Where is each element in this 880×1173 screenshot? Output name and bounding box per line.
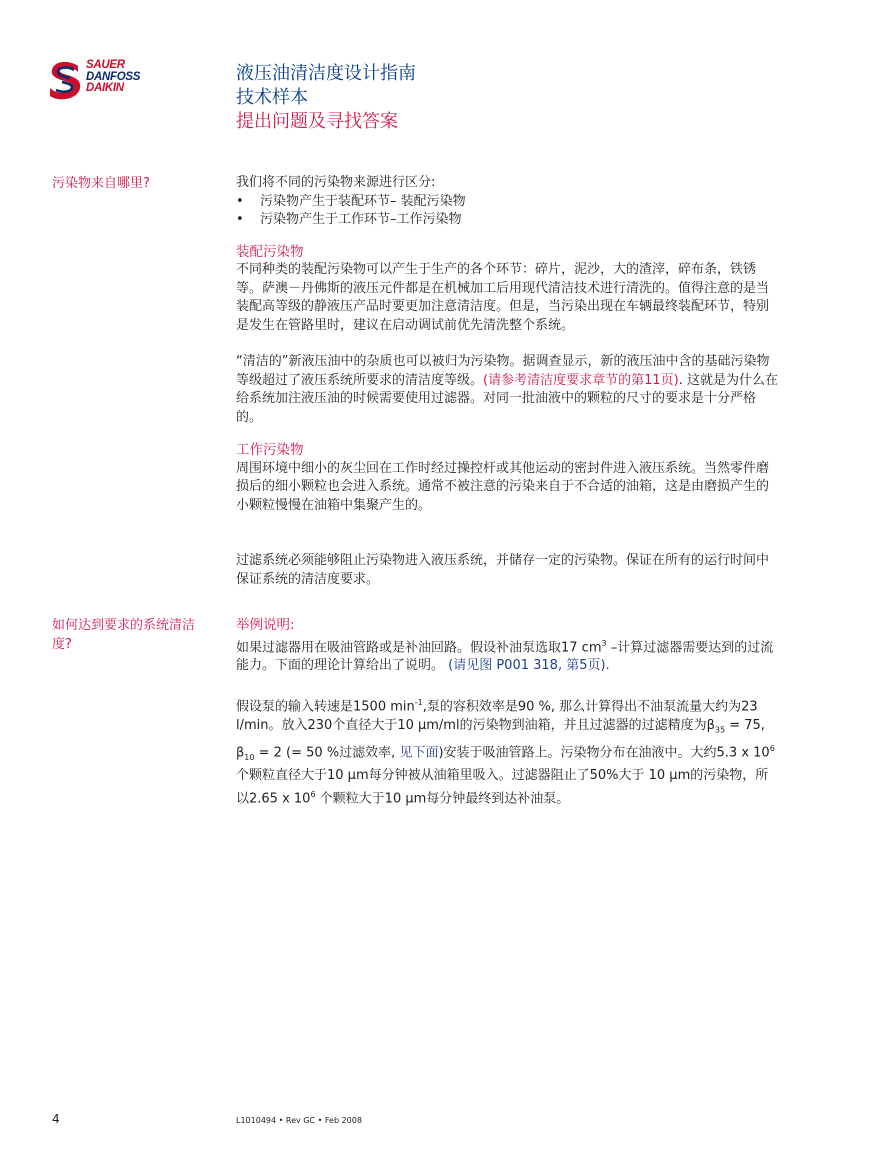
work-heading: 工作污染物: [236, 442, 304, 458]
superscript: 6: [769, 743, 775, 753]
document-title: 液压油清洁度设计指南: [236, 63, 416, 84]
logo-line-2: DANFOSS: [86, 70, 141, 83]
example-text: 如果过滤器用在吸油管路或是补油回路。假设补油泵选取17 cm: [236, 639, 602, 655]
logo-emblem-icon: [48, 60, 82, 100]
clean-oil-text-a: “清洁的”新液压油中的杂质也可以被归为污染物。据调查显示，新的液压油中含的基础污染物等级超过了液压系统所要求的清洁度等级。: [236, 354, 770, 388]
assembly-heading: 装配污染物: [236, 243, 304, 260]
example-paragraph-1: [236, 635, 781, 676]
list-item: • 污染物产生于装配环节– 装配污染物: [236, 193, 781, 212]
assembly-paragraph: 不同种类的装配污染物可以产生于生产的各个环节：碎片，泥沙，大的渣滓，碎布条，铁锈等。萨澳－丹佛斯的液压元件都是在机械加工后用现代清洁技术进行清洗的。值得注意的是当装配高等级的静液压产品时要更加注意清洁度。但是，当污染出现在车辆最终装配环节，特别是发生在管路里时，建议在启动调试前优先清洗整个系统。: [236, 262, 770, 333]
example-text: ,泵的容积效率是90 %, 那么计算得出不油泵流量大约为23 l/min。放入230个直径大于10 μm/ml的污染物到油箱，并且过滤器的过滤精度为β: [236, 699, 758, 733]
example-text: 假设泵的输入转速是1500 min: [236, 699, 415, 715]
example-text: )安装于吸油管路上。污染物分布在油液中。大约5.3 x 10: [438, 745, 770, 761]
see-below-link[interactable]: 见下面: [399, 745, 439, 761]
section-title: 提出问题及寻找答案: [236, 111, 398, 132]
document-subtitle: 技术样本: [236, 87, 308, 108]
example-paragraph-2: [236, 694, 781, 809]
example-text: 个颗粒大于10 μm每分钟最终到达补油泵。: [315, 791, 570, 806]
clean-oil-text-b: . 这就是为什么在给系统加注液压油的时候需要使用过滤器。对同一批油液中的颗粒的尺寸的要求是十分严格的。: [236, 372, 778, 425]
subscript: 35: [714, 725, 726, 735]
work-paragraph: 周围环境中细小的灰尘回在工作时经过操控杆或其他运动的密封件进入液压系统。当然零件磨损后的细小颗粒也会进入系统。通常不被注意的污染来自于不合适的油箱，这是由磨损产生的小颗粒慢慢在油箱中集聚产生的。: [236, 460, 770, 513]
list-item: • 污染物产生于工作环节–工作污染物: [236, 211, 781, 230]
superscript: -1: [414, 697, 423, 707]
superscript: 6: [310, 789, 316, 799]
example-heading: 举例说明:: [236, 617, 295, 633]
logo-wordmark: [86, 60, 140, 95]
page-number: 4: [52, 1112, 60, 1126]
sauer-danfoss-logo: [48, 60, 188, 102]
sidebar-question-1: 污染物来自哪里?: [52, 176, 150, 191]
subscript: 10: [244, 752, 255, 762]
logo-line-3: DAIKIN: [86, 82, 124, 94]
superscript: 3: [601, 638, 607, 648]
cleanliness-reference-link[interactable]: (请参考清洁度要求章节的第11页): [483, 372, 679, 388]
section-contamination-sources: [236, 174, 781, 589]
intro-text: 我们将不同的污染物来源进行区分:: [236, 175, 436, 190]
document-code: L1010494 • Rev GC • Feb 2008: [236, 1116, 362, 1125]
example-text: = 75, β: [236, 717, 765, 761]
example-text: = 2 (= 50 %过滤效率,: [254, 745, 400, 761]
filter-paragraph: 过滤系统必须能够阻止污染物进入液压系统，并储存一定的污染物。保证在所有的运行时间中保证系统的清洁度要求。: [236, 553, 770, 587]
sidebar-question-2: 如何达到要求的系统清洁度?: [52, 618, 196, 652]
source-list: [236, 193, 781, 230]
clean-oil-paragraph: [236, 353, 781, 427]
example-text: 个颗粒直径大于10 μm每分钟被从油箱里吸入。过滤器阻止了50%大于 10 μm的污染物，所以2.65 x 10: [236, 768, 769, 806]
example-text: –计算过滤器需要达到的过流能力。下面的理论计算给出了说明。: [236, 639, 774, 674]
logo-line-1: SAUER: [86, 59, 125, 71]
section-cleanliness-example: [236, 616, 781, 809]
figure-reference-link[interactable]: (请见图 P001 318, 第5页).: [448, 658, 610, 674]
